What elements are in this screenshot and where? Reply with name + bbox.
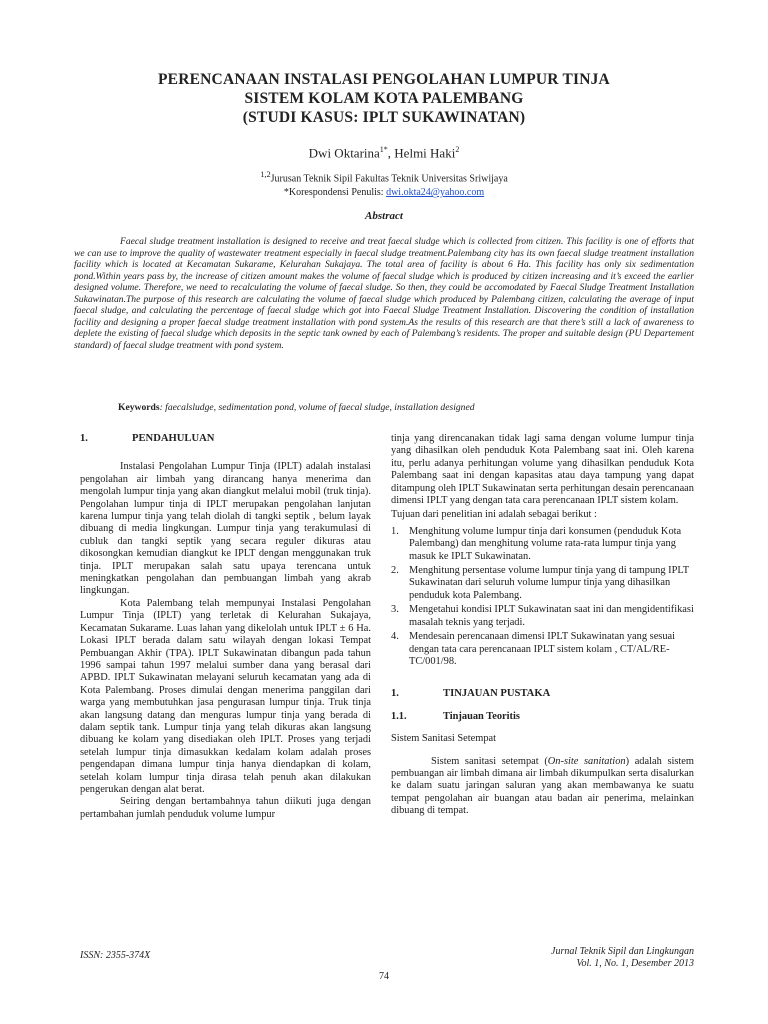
list-item bbox=[391, 631, 694, 668]
list-text: Menghitung volume lumpur tinja dari konsumen (penduduk Kota Palembang) dan menghitung volume rata-rata lumpur tinja yang masuk ke IPLT Sukawinatan. bbox=[409, 525, 682, 562]
section-heading-pendahuluan bbox=[80, 433, 371, 445]
author-1-sup: 1* bbox=[379, 145, 388, 154]
author-2-sup: 2 bbox=[455, 145, 460, 154]
list-text: Menghitung persentase volume lumpur tinja yang di tampung IPLT Sukawinatan dari seluruh volume lumpur tinja yang dihasilkan penduduk kota Palembang. bbox=[409, 565, 689, 601]
goals-list bbox=[391, 526, 694, 668]
section-title: PENDAHULUAN bbox=[132, 433, 215, 444]
paragraph: Seiring dengan bertambahnya tahun diikuti juga dengan pertambahan jumlah penduduk volume lumpur bbox=[80, 796, 371, 820]
list-number: 3. bbox=[391, 604, 399, 616]
paragraph: tinja yang direncanakan tidak lagi sama dengan volume lumpur tinja yang dihasilkan oleh penduduk Kota Palembang saat ini. Oleh karena itu, perlu adanya perhitungan volume yang dihasilkan penduduk Kota Palembang saat ini dengan kapasitas atau daya tampung yang dapat ditampung oleh IPLT Sukawinatan serta perhitungan desain perencanaan dimensi IPLT yang dengan tata cara perencanaan IPLT sistem kolam. bbox=[391, 433, 694, 507]
author-2: Helmi Haki bbox=[394, 145, 456, 161]
journal-name: Jurnal Teknik Sipil dan Lingkungan bbox=[551, 946, 694, 957]
paper-title bbox=[0, 70, 768, 127]
list-item bbox=[391, 604, 694, 629]
affiliation bbox=[0, 168, 768, 200]
section-heading-tinjauan bbox=[391, 688, 694, 700]
paragraph bbox=[391, 756, 694, 818]
paragraph-part: Sistem sanitasi setempat ( bbox=[431, 755, 548, 767]
affiliation-sup: 1,2 bbox=[260, 170, 271, 179]
section-title: TINJAUAN PUSTAKA bbox=[443, 688, 551, 700]
paragraph: Instalasi Pengolahan Lumpur Tinja (IPLT) adalah instalasi pengolahan air limbah yang dirancang hanya menerima dan mengolah lumpur tinja yang akan diangkut melalui mobil (truk tinja). Pengolahan lumpur tinja di IPLT merupakan pengolahan lanjutan karena lumpur tinja yang telah diolah di tangki septik , belum layak dibuang di media lingkungan. Lumpur tinja yang terakumulasi di cubluk dan tangki septik yang secara reguler dikuras atau dikosongkan kemudian diangkut ke IPLT dengan menggunakan truk tinja. IPLT merupakan salah satu upaya terencana untuk meningkatkan pengolahan dan pembuangan limbah yang akrab lingkungan. bbox=[80, 461, 371, 597]
page-number: 74 bbox=[379, 971, 389, 982]
list-number: 2. bbox=[391, 565, 399, 577]
abstract-heading: Abstract bbox=[365, 210, 403, 222]
title-line-1: PERENCANAAN INSTALASI PENGOLAHAN LUMPUR TINJA bbox=[158, 71, 610, 88]
abstract-text: Faecal sludge treatment installation is designed to receive and treat faecal sludge which is collected from citizen. This facility is one of efforts that we can use to improve the quality of wastewater treatment especially in faecal sludge treatment.Palembang city has its own faecal sludge treatment installation facility which is located at Kecamatan Sukarame, Kelurahan Sukajaya. The total area of facility is about 6 Ha. This facility has only six sedimentation pond.Within years pass by, the increase of citizen amount makes the volume of faecal sludge which is produced by citizen increasing and it’s exceed the earlier designed volume. Therefore, we need to recalculating the volume of faecal sludge. So then, they could be accomodated by Faecal Sludge Treatment Installation Sukawinatan.The purpose of this research are calculating the volume of faecal sludge which produced by Palembang citizen, calculating the average of input faecal sludge, and calculating the percentage of faecal sludge which got into Faecal Sludge Treatment Installation. Discovering the condition of installation facility and designing a proper faecal sludge treatment installation with pond system.As the results of this research are that there’s still a lack of awareness to deplete the existing of faecal sludge which deposits in the septic tank owned by each of Palembang’s residents. The proper and suitable design (PU Departement standard) of faecal sludge treatment with pond system. bbox=[74, 236, 694, 351]
title-line-2: SISTEM KOLAM KOTA PALEMBANG bbox=[244, 90, 524, 107]
title-line-3: (STUDI KASUS: IPLT SUKAWINATAN) bbox=[242, 109, 526, 126]
email-link[interactable]: dwi.okta24@yahoo.com bbox=[386, 187, 485, 199]
left-column bbox=[80, 433, 371, 821]
subsection-heading bbox=[391, 711, 694, 723]
list-number: 4. bbox=[391, 631, 399, 643]
keywords-text: : faecalsludge, sedimentation pond, volume of faecal sludge, installation designed bbox=[159, 402, 475, 413]
list-text: Mendesain perencanaan dimensi IPLT Sukawinatan yang sesuai dengan tata cara perencanaan IPLT sistem kolam , CT/AL/RE-TC/001/98. bbox=[409, 631, 676, 667]
section-number: 1. bbox=[391, 688, 399, 700]
correspondence-label: *Korespondensi Penulis: bbox=[283, 187, 387, 199]
authors bbox=[0, 145, 768, 161]
keywords-label: Keywords bbox=[118, 402, 160, 413]
subheading-plain: Sistem Sanitasi Setempat bbox=[391, 733, 497, 745]
section-number: 1. bbox=[80, 433, 88, 444]
list-number: 1. bbox=[391, 525, 399, 537]
paragraph-italic: On-site sanitation bbox=[547, 755, 626, 767]
list-item bbox=[391, 526, 694, 563]
journal-info bbox=[551, 946, 694, 970]
subsection-number: 1.1. bbox=[391, 710, 407, 722]
author-1: Dwi Oktarina bbox=[308, 145, 380, 161]
journal-volume: Vol. 1, No. 1, Desember 2013 bbox=[576, 958, 694, 969]
subsection-title: Tinjauan Teoritis bbox=[443, 710, 520, 722]
goals-intro: Tujuan dari penelitian ini adalah sebagai berikut : bbox=[391, 509, 597, 521]
right-column bbox=[391, 433, 694, 818]
author-separator: , bbox=[387, 145, 395, 161]
paragraph-part: ) adalah sistem pembuangan air limbah dimana air limbah dikumpulkan serta disalurkan ke dalam suatu jaringan saluran yang akan membawanya ke suatu tempat pengolahan air buangan atau badan air penerima, melainkan dibuang di tempat. bbox=[391, 755, 695, 817]
paragraph: Kota Palembang telah mempunyai Instalasi Pengolahan Lumpur Tinja (IPLT) yang terletak di Kelurahan Sukajaya, Kecamatan Sukarame. Luas lahan yang dikelolah untuk IPLT ± 6 Ha. Lokasi IPLT berada dalam satu wilayah dengan lokasi Tempat Pembuangan Akhir (TPA). IPLT Sukawinatan dibangun pada tahun 1996 sampai tahun 1997 melalui sumber dana yang berasal dari APBD. IPLT Sukawinatan melayani seluruh kecamatan yang ada di Kota Palembang. Proses dimulai dengan menerima panggilan dari warga yang membutuhkan jasa pengurasan lumpur tinja. Truk tinja akan langsung datang dan menguras lumpur tinja yang berada di dalam septik tank. Lumpur tinja yang telah dikuras akan langsung dibuang ke kolam yang disediakan oleh IPLT. Proses yang terjadi setelah lumpur tinja dimasukkan kedalam kolam adalah proses pengendapan dimana lumpur tinja hanya diendapkan di kolam, setelah kolam lumpur tinja dirasa telah penuh akan dilakukan pengerukan dengan alat berat. bbox=[80, 597, 371, 795]
affiliation-text: Jurusan Teknik Sipil Fakultas Teknik Universitas Sriwijaya bbox=[270, 173, 508, 185]
list-text: Mengetahui kondisi IPLT Sukawinatan saat ini dan mengidentifikasi masalah teknis yang terjadi. bbox=[409, 604, 694, 628]
issn: ISSN: 2355-374X bbox=[80, 950, 151, 961]
list-item bbox=[391, 565, 694, 602]
keywords bbox=[118, 402, 694, 414]
